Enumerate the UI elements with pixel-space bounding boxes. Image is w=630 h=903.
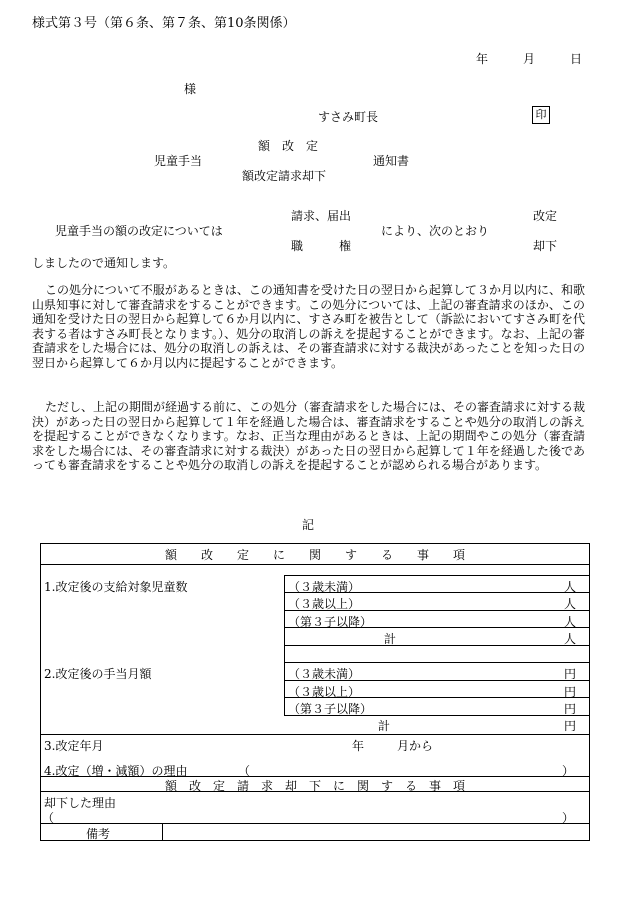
item2-label: 2.改定後の手当月額 bbox=[44, 667, 152, 681]
issuer-name: すさみ町長 bbox=[318, 110, 379, 124]
item2-under3-label: （３歳未満） bbox=[288, 667, 361, 681]
item2-total-label: 計 bbox=[378, 719, 391, 733]
item4-label: 4.改定（増・減額）の理由 bbox=[44, 764, 188, 778]
item1-over3-label: （３歳以上） bbox=[288, 597, 361, 611]
item4-close-paren: ） bbox=[562, 764, 575, 778]
item1-third-child-unit: 人 bbox=[564, 615, 577, 629]
item1-under3-unit: 人 bbox=[564, 580, 577, 594]
item2-third-child-label: （第３子以降） bbox=[288, 702, 373, 716]
item2-third-child-unit: 円 bbox=[564, 702, 577, 716]
item2-over3-unit: 円 bbox=[564, 685, 577, 699]
item1-over3-unit: 人 bbox=[564, 597, 577, 611]
reject-open-paren: （ bbox=[42, 811, 55, 825]
table-header-rejection: 額 改 定 請 求 却 下 に 関 す る 事 項 bbox=[164, 779, 465, 793]
intro-middle: により、次のとおり bbox=[381, 224, 490, 238]
item1-third-child-label: （第３子以降） bbox=[288, 615, 373, 629]
date-month-label: 月 bbox=[523, 52, 536, 66]
notice-paragraph-2: ただし、上記の期間が経過する前に、この処分（審査請求をした場合には、その審査請求に対する裁決）があった日の翌日から起算して１年を経過した場合は、審査請求をすることや処分の取消しの訴えを提起することができなくなります。なお、正当な理由があるときは、上記の期間やこの処分（審査請求をした場合には、その審査請求に対する裁決）があった日の翌日から起算して１年を経過した後であっても審査請求をすることや処分の取消しの訴えを提起することが認められる場合があります。 bbox=[32, 400, 586, 473]
item1-under3-label: （３歳未満） bbox=[288, 580, 361, 594]
form-number: 様式第３号（第６条、第７条、第10条関係） bbox=[32, 16, 296, 31]
item1-total-label: 計 bbox=[384, 632, 397, 646]
addressee-suffix: 様 bbox=[184, 82, 197, 96]
intro-suffix: しましたので通知します。 bbox=[32, 256, 176, 270]
remarks-label: 備考 bbox=[86, 827, 111, 841]
date-year-label: 年 bbox=[476, 52, 489, 66]
table-header-revision: 額 改 定 に 関 す る 事 項 bbox=[164, 548, 465, 562]
title-subject: 児童手当 bbox=[154, 154, 203, 168]
reject-reason-label: 却下した理由 bbox=[44, 796, 117, 810]
item2-under3-unit: 円 bbox=[564, 667, 577, 681]
title-doc-type: 通知書 bbox=[373, 154, 410, 168]
title-option-rejection: 額改定請求却下 bbox=[242, 169, 327, 183]
ki-heading: 記 bbox=[302, 518, 315, 532]
title-option-revision: 額 改 定 bbox=[258, 139, 319, 153]
intro-result-rejected: 却下 bbox=[533, 239, 558, 253]
item3-month-label: 月から bbox=[397, 739, 434, 753]
item2-total-unit: 円 bbox=[564, 719, 577, 733]
intro-prefix: 児童手当の額の改定については bbox=[55, 224, 223, 238]
seal-mark: 印 bbox=[532, 106, 550, 124]
intro-reason-authority: 職 権 bbox=[291, 239, 352, 253]
item3-year-label: 年 bbox=[352, 739, 365, 753]
item4-open-paren: （ bbox=[238, 764, 251, 778]
item1-total-unit: 人 bbox=[564, 632, 577, 646]
reject-close-paren: ） bbox=[562, 811, 575, 825]
item3-label: 3.改定年月 bbox=[44, 739, 104, 753]
item1-label: 1.改定後の支給対象児童数 bbox=[44, 580, 188, 594]
notice-paragraph-1: この処分について不服があるときは、この通知書を受けた日の翌日から起算して３か月以内に、和歌山県知事に対して審査請求をすることができます。この処分については、上記の審査請求のほか、この通知を受けた日の翌日から起算して６か月以内に、すさみ町を被告として（訴訟においてすさみ町を代表する者はすさみ町長となります。）、処分の取消しの訴えを提起することができます。なお、上記の審査請求をした場合には、処分の取消しの訴えは、その審査請求に対する裁決があったことを知った日の翌日から起算して６か月以内に提起することができます。 bbox=[32, 283, 585, 370]
date-day-label: 日 bbox=[570, 52, 583, 66]
intro-result-revised: 改定 bbox=[533, 209, 558, 223]
intro-reason-request: 請求、届出 bbox=[291, 209, 352, 223]
item2-over3-label: （３歳以上） bbox=[288, 685, 361, 699]
